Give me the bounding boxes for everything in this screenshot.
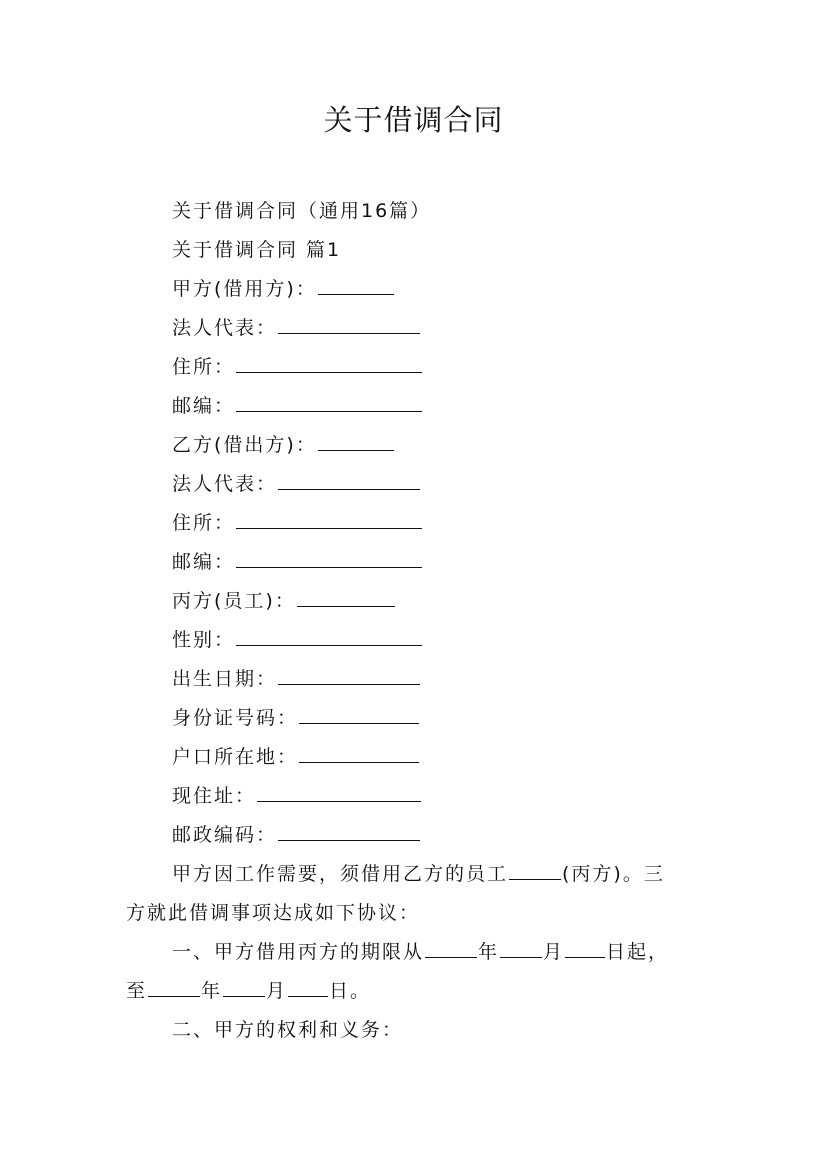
- party-a-legal-rep-line: [172, 315, 421, 341]
- party-a-legal-rep-blank[interactable]: [278, 315, 420, 334]
- clause-1-line-1: [172, 939, 669, 965]
- party-a-line: [172, 276, 395, 302]
- party-b-postcode-blank[interactable]: [236, 549, 422, 568]
- field-label: 出生日期：: [172, 668, 278, 690]
- section-heading: 关于借调合同 篇1: [172, 239, 342, 261]
- party-c-household-line: [172, 744, 420, 770]
- clause-1-text: 一、甲方借用丙方的期限从: [172, 941, 425, 963]
- employee-name-blank[interactable]: [509, 861, 561, 880]
- field-label: 法人代表：: [172, 473, 278, 495]
- party-a-postcode-blank[interactable]: [236, 393, 422, 412]
- clause-2-heading: 二、甲方的权利和义务：: [172, 1019, 404, 1041]
- party-c-gender-blank[interactable]: [236, 627, 422, 646]
- field-label: 邮政编码：: [172, 824, 278, 846]
- end-month-blank[interactable]: [223, 978, 265, 997]
- party-c-postal-code-line: [172, 822, 421, 848]
- to-label: 至: [126, 980, 148, 1002]
- party-a-blank[interactable]: [318, 276, 394, 295]
- party-a-address-line: [172, 354, 423, 380]
- start-day-blank[interactable]: [565, 939, 605, 958]
- party-c-id-number-line: [172, 705, 420, 731]
- party-c-household-blank[interactable]: [299, 744, 419, 763]
- field-label: 性别：: [172, 629, 236, 651]
- start-year-blank[interactable]: [425, 939, 477, 958]
- party-a-postcode-line: [172, 393, 423, 419]
- subtitle: 关于借调合同（通用16篇）: [172, 200, 432, 222]
- party-c-current-address-blank[interactable]: [257, 783, 421, 802]
- year-label: 年: [201, 980, 223, 1002]
- party-c-birthdate-line: [172, 666, 421, 692]
- field-label: 户口所在地：: [172, 746, 299, 768]
- field-label: 身份证号码：: [172, 707, 299, 729]
- party-b-legal-rep-line: [172, 471, 421, 497]
- party-b-address-blank[interactable]: [236, 510, 422, 529]
- end-day-blank[interactable]: [288, 978, 328, 997]
- party-c-gender-line: [172, 627, 423, 653]
- party-c-birthdate-blank[interactable]: [278, 666, 420, 685]
- month-label: 月: [543, 941, 565, 963]
- party-c-current-address-line: [172, 783, 422, 809]
- party-c-line: [172, 588, 396, 614]
- field-label: 邮编：: [172, 551, 236, 573]
- end-year-blank[interactable]: [148, 978, 200, 997]
- party-c-label: 丙方(员工)：: [172, 590, 296, 612]
- party-a-address-blank[interactable]: [236, 354, 422, 373]
- field-label: 法人代表：: [172, 317, 278, 339]
- party-b-blank[interactable]: [318, 432, 394, 451]
- month-label: 月: [266, 980, 288, 1002]
- intro-line-1: [172, 861, 665, 887]
- clause-1-line-2: [126, 978, 371, 1004]
- party-b-postcode-line: [172, 549, 423, 575]
- day-from-label: 日起，: [606, 941, 670, 963]
- party-c-id-number-blank[interactable]: [299, 705, 419, 724]
- party-b-address-line: [172, 510, 423, 536]
- field-label: 邮编：: [172, 395, 236, 417]
- day-end-label: 日。: [329, 980, 372, 1002]
- document-title: 关于借调合同: [323, 103, 504, 137]
- intro-text-2: (丙方)。三: [562, 863, 665, 885]
- field-label: 住所：: [172, 356, 236, 378]
- party-b-legal-rep-blank[interactable]: [278, 471, 420, 490]
- start-month-blank[interactable]: [500, 939, 542, 958]
- party-c-blank[interactable]: [297, 588, 395, 607]
- party-c-postal-code-blank[interactable]: [278, 822, 420, 841]
- year-label: 年: [478, 941, 500, 963]
- intro-text-1: 甲方因工作需要，须借用乙方的员工: [172, 863, 509, 885]
- intro-line-2: 方就此借调事项达成如下协议：: [126, 902, 421, 924]
- party-b-label: 乙方(借出方)：: [172, 434, 317, 456]
- party-b-line: [172, 432, 395, 458]
- field-label: 现住址：: [172, 785, 257, 807]
- field-label: 住所：: [172, 512, 236, 534]
- party-a-label: 甲方(借用方)：: [172, 278, 317, 300]
